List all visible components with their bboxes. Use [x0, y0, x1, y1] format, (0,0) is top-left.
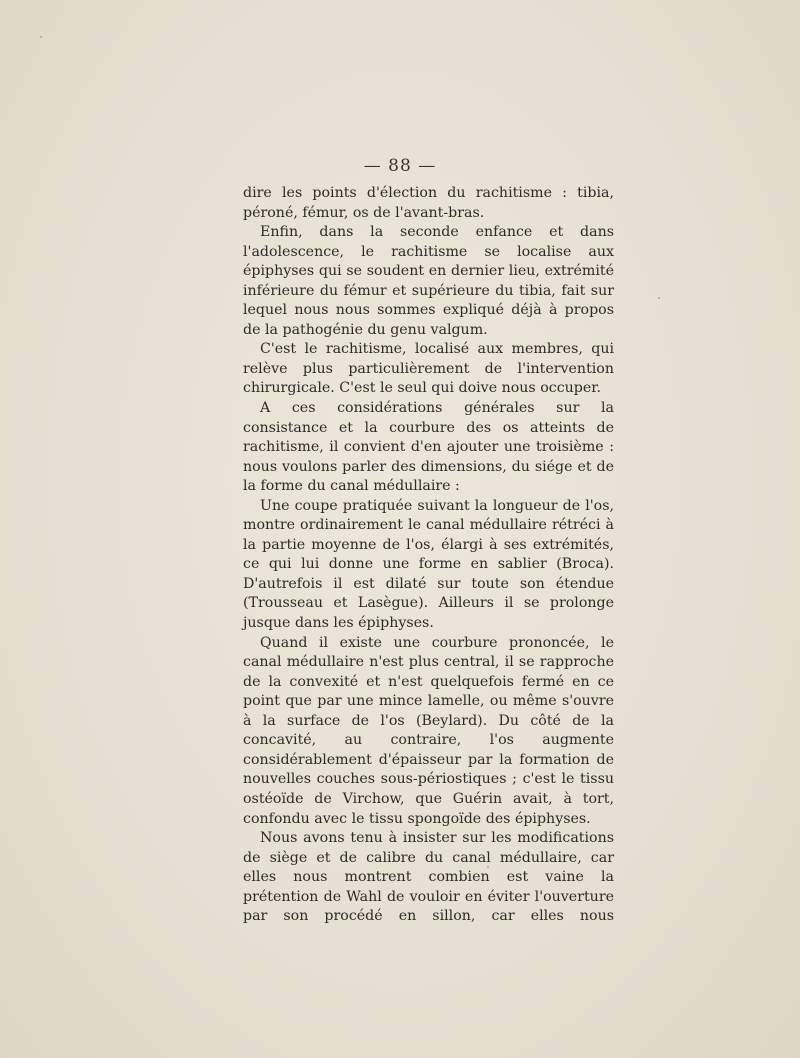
body-text [243, 184, 614, 927]
paper-speck [658, 297, 660, 299]
paragraph: Enfin, dans la seconde enfance et dans l'adolescence, le rachitisme se localise aux épiphyses qui se soudent en dernier lieu, extrémité inférieure du fémur et supérieure du tibia, fait sur lequel nous nous sommes expliqué déjà à propos de la pathogénie du genu valgum. [243, 224, 614, 338]
paragraph: Nous avons tenu à insister sur les modifications de siège et de calibre du canal médullaire, car elles nous montrent combien est vaine la prétention de Wahl de vouloir en éviter l'ouverture par son procédé en sillon, car elles nous [243, 830, 614, 925]
page-number: — 88 — [363, 156, 437, 176]
paragraph: C'est le rachitisme, localisé aux membres, qui relève plus particulièrement de l'intervention chirurgicale. C'est le seul qui doive nous occuper. [243, 341, 614, 397]
paragraph: dire les points d'élection du rachitisme : tibia, péroné, fémur, os de l'avant-bras. [243, 185, 614, 221]
paper-speck [40, 36, 42, 38]
paper-speck [487, 866, 489, 868]
paragraph: Quand il existe une courbure prononcée, le canal médullaire n'est plus central, il se rapproche de la convexité et n'est quelquefois fermé en ce point que par une mince lamelle, ou même s'ouvre à la surface de l'os (Beylard). Du côté de la concavité, au contraire, l'os augmente considérablement d'épaisseur par la formation de nouvelles couches sous-périostiques ; c'est le tissu ostéoïde de Virchow, que Guérin avait, à tort, confondu avec le tissu spongoïde des épiphyses. [243, 634, 614, 827]
paragraph: A ces considérations générales sur la consistance et la courbure des os atteints de rachitisme, il convient d'en ajouter une troisième : nous voulons parler des dimensions, du siége et de la forme du canal médullaire : [243, 400, 614, 495]
paragraph: Une coupe pratiquée suivant la longueur de l'os, montre ordinairement le canal médullaire rétréci à la partie moyenne de l'os, élargi à ses extrémités, ce qui lui donne une forme en sablier (Broca). D'autrefois il est dilaté sur toute son étendue (Trousseau et Lasègue). Ailleurs il se prolonge jusque dans les épiphyses. [243, 497, 614, 632]
